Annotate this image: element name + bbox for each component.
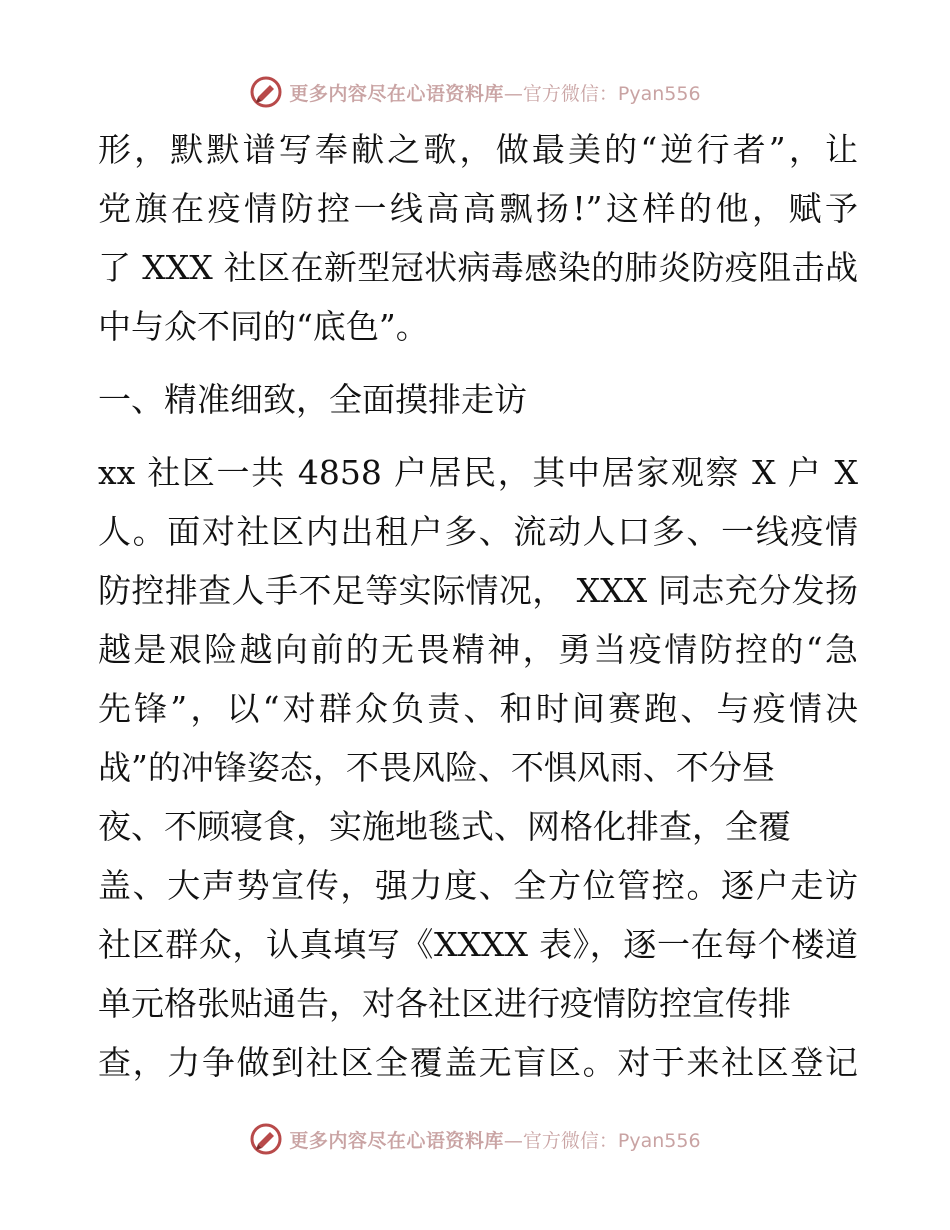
banner-sub-text: —官方微信：Pyan556 bbox=[503, 82, 701, 105]
footer-watermark-banner bbox=[0, 1119, 950, 1159]
section-heading: 一、精准细致，全面摸排走访 bbox=[98, 380, 527, 419]
text-line: 单元格张贴通告，对各社区进行疫情防控宣传排 bbox=[98, 984, 791, 1023]
text-line: 党旗在疫情防控一线高高飘扬!”这样的他，赋予 bbox=[98, 189, 858, 228]
document-body bbox=[98, 120, 858, 1092]
text-line: 盖、大声势宣传，强力度、全方位管控。逐户走访 bbox=[98, 866, 858, 905]
text-line: 防控排查人手不足等实际情况， XXX 同志充分发扬 bbox=[98, 571, 858, 610]
text-line: xx 社区一共 4858 户居民，其中居家观察 X 户 X bbox=[98, 453, 858, 492]
text-line: 社区群众，认真填写《XXXX 表》，逐一在每个楼道 bbox=[98, 925, 858, 964]
text-line: 形，默默谱写奉献之歌，做最美的“逆行者”，让 bbox=[98, 130, 858, 169]
text-line: 夜、不顾寝食，实施地毯式、网格化排查，全覆 bbox=[98, 807, 791, 846]
text-line: 先锋”，以“对群众负责、和时间赛跑、与疫情决 bbox=[98, 689, 858, 728]
xinyu-logo-icon bbox=[249, 1122, 283, 1156]
text-line: 了 XXX 社区在新型冠状病毒感染的肺炎防疫阻击战 bbox=[98, 248, 858, 287]
xinyu-logo-icon bbox=[249, 75, 283, 109]
banner-main-text: 更多内容尽在心语资料库 bbox=[289, 1129, 504, 1152]
text-line: 查，力争做到社区全覆盖无盲区。对于来社区登记 bbox=[98, 1043, 858, 1082]
text-line: 战”的冲锋姿态，不畏风险、不惧风雨、不分昼 bbox=[98, 748, 775, 787]
header-watermark-banner bbox=[0, 72, 950, 112]
text-line: 中与众不同的“底色”。 bbox=[98, 307, 429, 346]
text-line: 越是艰险越向前的无畏精神，勇当疫情防控的“急 bbox=[98, 630, 858, 669]
text-line: 人。面对社区内出租户多、流动人口多、一线疫情 bbox=[98, 512, 858, 551]
banner-sub-text: —官方微信：Pyan556 bbox=[503, 1129, 701, 1152]
banner-main-text: 更多内容尽在心语资料库 bbox=[289, 82, 504, 105]
